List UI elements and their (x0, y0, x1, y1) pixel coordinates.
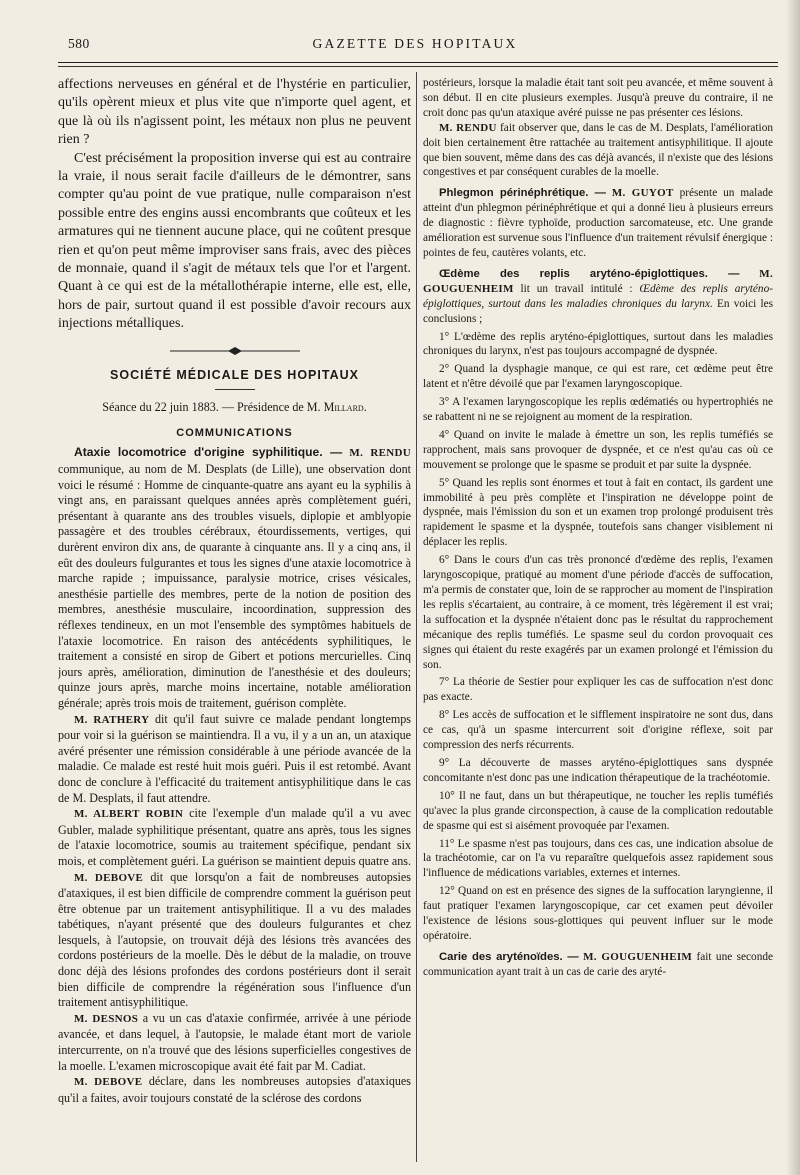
paragraph-text: fait une seconde communication ayant trait à un cas de carie des aryté- (423, 950, 773, 978)
short-rule (215, 389, 255, 390)
work-title: Œdème des replis aryténo-épiglottiques, surtout dans les maladies chroniques du larynx. (423, 282, 773, 310)
conclusion-item: 2° Quand la dysphagie manque, ce qui est rare, cet œdème peut être latent et n'être dévoilé que par l'examen laryngoscopique. (423, 363, 773, 391)
paragraph (58, 445, 411, 711)
page-number: 580 (68, 36, 90, 51)
conclusion-item: 4° Quand on invite le malade à émettre un son, les replis tuméfiés se rapprochent, mais sans provoquer de dyspnée, et ce n'est qu'au cas où ce mouvement se prolonge que le spasme se produit et par suite la dyspnée. (423, 428, 773, 471)
paragraph-text: communique, au nom de M. Desplats (de Lille), une observation dont voici le résumé : Homme de cinquante-quatre ans ayant eu la syphilis à vingt ans, en paraissant quelques années après complètement guéri, présentant à quarante ans des troubles visuels, diplopie et amblyopie passagère et des troubles cérébraux, étourdissements, vertiges, qui durèrent environ dix ans, de quarante à cinquante ans. Il y a cinq ans, il eût des douleurs fulgurantes et tous les signes d'une ataxie locomotrice à marche rapide ; impuissance, paralysie motrice, crises vésicales, anesthésie partielle des membres, perte de la notion de position des membres, anesthésie musculaire, incoordination, suppression des réflexes tendineux, en un mot l'ensemble des symptômes habituels de l'ataxie locomotrice. En raison des antécédents syphilitiques, le traitement a consisté en sirop de Gibert et potions mercurielles. Cinq jours après, amélioration, diminution de l'anesthésie et des douleurs; quinze jours après, marche moins incertaine, notable amélioration générale; après trois mois de traitement, guérison complète. (58, 462, 411, 710)
paragraph (58, 712, 411, 807)
paragraph-text: a vu un cas d'ataxie confirmée, arrivée à une période avancée, et dans lequel, à l'autopsie, le malade étant mort de variole intercurrente, on n'a trouvé que des lésions superficielles congestives de la moelle. L'examen microscopique avait été fait par M. Cadiat. (58, 1010, 411, 1073)
conclusion-item: 3° A l'examen laryngoscopique les replis œdématiés ou hypertrophiés ne se rabattent ni ne se rejoignent au moment de la respiration. (423, 396, 773, 424)
paragraph (58, 1074, 411, 1106)
seance-line (58, 400, 411, 416)
president-name: Millard. (323, 400, 367, 415)
paragraph (423, 121, 773, 181)
paragraph-text: fait observer que, dans le cas de M. Desplats, l'amélioration doit bien certainement être rattachée au traitement antisyphilitique. Il ajoute que bien souvent, même dans des cas déjà avancés, il n'existe que des lésions congestives et par conséquent curables de la moelle. (423, 121, 773, 179)
right-column (423, 76, 773, 1166)
left-column (58, 76, 411, 1166)
conclusion-item: 6° Dans le cours d'un cas très prononcé d'œdème des replis, l'examen laryngoscopique, pratiqué au moment d'une période d'accès de suffocation, m'a permis de constater que, loin de se rapprocher au moment de l'inspiration les replis s'écartaient, au contraire, à ce moment, très légèrement il est vrai; la suffocation et la dyspnée n'étaient donc pas le résultat du rapprochement mécanique des replis tuméfiés. Le spasme seul du cordon provoquait ces signes qui étaient du reste exagérés par un examen prolongé et l'émission du son. (423, 554, 773, 671)
speaker-name: M. GOUGUENHEIM (423, 267, 773, 295)
page-header (58, 36, 772, 58)
conclusion-item: 1° L'œdème des replis aryténo-épiglottiques, surtout dans les maladies chroniques du larynx, n'est pas toujours accompagné de dyspnée. (423, 330, 773, 358)
section-title: SOCIÉTÉ MÉDICALE DES HOPITAUX (110, 367, 359, 382)
conclusion-item: 9° La découverte de masses aryténo-épiglottiques sans dyspnée concomitante n'est donc pas une indication thérapeutique de la trachéotomie. (423, 756, 773, 784)
speaker-name: M. ALBERT ROBIN (74, 808, 184, 821)
paragraph (58, 870, 411, 1011)
article-title: Œdème des replis aryténo-épiglottiques. — (439, 267, 740, 280)
speaker-name: M. DESNOS (74, 1012, 139, 1025)
speaker-name: M. RENDU (349, 447, 411, 460)
header-rule-thin (58, 66, 778, 67)
speaker-name: M. DEBOVE (74, 1076, 143, 1089)
article-title: Phlegmon périnéphrétique. — (439, 187, 606, 200)
conclusion-item: 11° Le spasme n'est pas toujours, dans ces cas, une indication absolue de la trachéotomie, car on l'a vu reparaître quelquefois assez rapidement sous l'influence de médications variables, externes et internes. (423, 837, 773, 880)
paragraph-text: dit qu'il faut suivre ce malade pendant longtemps pour voir si la guérison se maintiendra. Il a vu, il y a un an, un ataxique avéré présenter une rémission considérable à une période avancée de la maladie. Ce malade est resté huit mois guéri. Puis il est retombé. Avant donc de conclure à l'efficacité du traitement antisyphilitique dans le cas de M. Desplats, il faut attendre. (58, 711, 411, 805)
header-rule (58, 62, 778, 63)
speaker-name: M. DEBOVE (74, 871, 144, 884)
paragraph: affections nerveuses en général et de l'hystérie en particulier, qu'ils opèrent mieux et plus vite que n'importe quel agent, et que là où ils n'agissent point, les métaux non plus ne peuvent rien ? (58, 77, 411, 148)
paragraph-text: dit que lorsqu'on a fait de nombreuses autopsies d'ataxiques, il est bien difficile de comprendre comment la guérison peut être obtenue par un traitement antisyphilitique. Il a vu des malades tabétiques, n'ayant présenté que des douleurs fulgurantes et chez lesquels, à l'autopsie, on trouvait déjà des lésions très avancées des cordons postérieurs de la moelle. Dès le début de la maladie, on trouve donc déjà des lésions profondes des cordons postérieurs dont il serait bien difficile de comprendre la régénération sous l'influence d'un traitement antisyphilitique. (58, 869, 411, 1010)
paragraph-text: cite l'exemple d'un malade qu'il a vu avec Gubler, malade syphilitique présentant, quatre ans après, tous les signes de l'ataxie locomotrice, soumis au traitement spécifique, pendant six mois, et complètement guéri. La guérison se maintient depuis quatre ans. (58, 806, 411, 868)
paragraph (423, 950, 773, 980)
journal-title: GAZETTE DES HOPITAUX (312, 36, 518, 51)
communications-heading: COMMUNICATIONS (176, 426, 293, 439)
paragraph-text: En voici les conclusions ; (423, 297, 773, 325)
article-title: Carie des aryténoïdes. — (439, 950, 579, 963)
seance-text: Séance du 22 juin 1883. — Présidence de M. (102, 400, 324, 415)
paragraph-text: lit un travail intitulé : (513, 282, 640, 295)
article-title: Ataxie locomotrice d'origine syphilitique. — (74, 445, 343, 460)
paragraph-text: présente un malade atteint d'un phlegmon périnéphrétique et qui a donné lieu à plusieurs erreurs de diagnostic : fièvre typhoïde, production sarcomateuse, etc. Une grande amélioration est survenue sous l'influence d'un traitement révulsif énergique : pointes de feu, cautères volants, etc. (423, 187, 773, 259)
binding-shadow (786, 0, 800, 1175)
conclusion-item: 10° Il ne faut, dans un but thérapeutique, ne toucher les replis tuméfiés qu'avec la plus grande circonspection, à cause de la complication redoutable de spasme qui est si aisément provoquée par l'examen. (423, 789, 773, 832)
speaker-name: M. GUYOT (611, 187, 674, 200)
paragraph (58, 1011, 411, 1074)
paragraph (58, 806, 411, 869)
paragraph (423, 186, 773, 261)
paragraph: postérieurs, lorsque la maladie était tant soit peu avancée, et même souvent à son début. Il en cite plusieurs exemples. Jusqu'à preuve du contraire, il ne croit donc pas qu'un ataxique avéré puisse ne pas présenter ces lésions. (423, 77, 773, 119)
ornament-rule (58, 346, 411, 356)
speaker-name: M. RENDU (439, 121, 497, 134)
paragraph: C'est précisément la proposition inverse qui est au contraire la vraie, il nous serait facile d'ailleurs de le démontrer, sans compter qu'au point de vue pratique, nulle comparaison n'est possible entre des engins aussi encombrants que coûteux et les armatures qui ne tiennent aucune place, qui ne coûtent presque rien et qu'on peut même improviser sans frais, avec des pièces de monnaie, quand il s'agit de métaux tels que l'or et l'argent. Quant à ce qui est de la métallothérapie interne, elle est, elle, hors de pair, surtout quand il est possible d'avoir recours aux injections métalliques. (58, 150, 411, 332)
paragraph (423, 267, 773, 327)
conclusion-item: 12° Quand on est en présence des signes de la suffocation laryngienne, il faut pratiquer l'examen laryngoscopique, car cet examen peut dévoiler l'existence de lésions sous-glottiques qui peuvent influer sur le mode opératoire. (423, 885, 773, 942)
paragraph-text: déclare, dans les nombreuses autopsies d'ataxiques qu'il a faites, avoir toujours constaté de la sclérose des cordons (58, 1074, 411, 1105)
column-divider (416, 72, 417, 1162)
conclusion-item: 7° La théorie de Sestier pour expliquer les cas de suffocation n'est donc pas exacte. (423, 676, 773, 704)
speaker-name: M. GOUGUENHEIM (583, 950, 693, 963)
conclusion-item: 8° Les accès de suffocation et le sifflement inspiratoire ne sont dus, dans ce cas, qu'à un spasme intercurrent soit d'origine réflexe, soit par compression des nerfs récurrents. (423, 709, 773, 752)
conclusion-item: 5° Quand les replis sont énormes et tout à fait en contact, ils gardent une immobilité à peu près complète et l'inspiration ne développe point de dyspnée, mais l'émission du son et un examen trop prolongé produisent très rapidement le spasme et la dyspnée, toutefois sans changer visiblement ni déplacer les replis. (423, 476, 773, 549)
speaker-name: M. RATHERY (74, 713, 150, 726)
